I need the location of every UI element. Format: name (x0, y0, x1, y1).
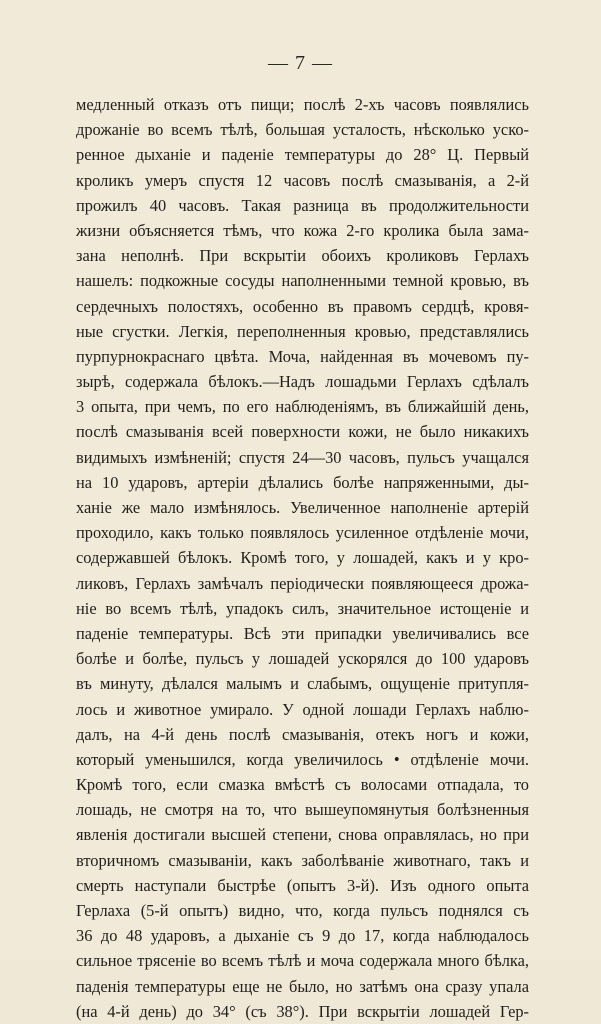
text-line: болѣе и болѣе, пульсъ у лошадей ускорялся до 100 ударовъ (76, 649, 529, 669)
text-line: Кромѣ того, если смазка вмѣстѣ съ волосами отпадала, то (76, 775, 529, 795)
text-line: кроликъ умеръ спустя 12 часовъ послѣ смазыванія, а 2-й (76, 170, 529, 190)
text-line: зана неполнѣ. При вскрытіи обоихъ кроликовъ Герлахъ (76, 246, 529, 266)
text-line: ренное дыханіе и паденіе температуры до 28° Ц. Первый (76, 145, 529, 165)
text-line: въ минуту, дѣлался малымъ и слабымъ, ощущеніе притупля- (76, 674, 529, 694)
text-line: паденіе температуры. Всѣ эти припадки увеличивались все (76, 623, 529, 643)
text-line: лось и животное умирало. У одной лошади Герлахъ наблю- (76, 699, 529, 719)
text-line: зырѣ, содержала бѣлокъ.—Надъ лошадьми Герлахъ сдѣлалъ (76, 372, 529, 392)
text-line: видимыхъ измѣненій; спустя 24—30 часовъ, пульсъ учащался (76, 447, 529, 467)
text-line: Герлаха (5-й опытъ) видно, что, когда пульсъ поднялся съ (76, 901, 529, 920)
text-line: вторичномъ смазываніи, какъ заболѣваніе животнаго, такъ и (76, 850, 529, 870)
text-line: проходило, какъ только появлялось усиленное отдѣленіе мочи, (76, 523, 529, 543)
text-line: далъ, на 4-й день послѣ смазыванія, отекъ ногъ и кожи, (76, 724, 529, 744)
text-line: 36 до 48 ударовъ, а дыханіе съ 9 до 17, когда наблюдалось (76, 926, 529, 946)
text-line: ніе во всемъ тѣлѣ, упадокъ силъ, значительное истощеніе и (76, 598, 529, 618)
text-line: смерть наступали быстрѣе (опытъ 3-й). Изъ одного опыта (76, 875, 529, 895)
text-line: нашелъ: подкожные сосуды наполненными темной кровью, въ (76, 271, 529, 291)
text-line: пурпурнокраснаго цвѣта. Моча, найденная въ мочевомъ пу- (76, 346, 529, 366)
text-line: ные сгустки. Легкія, переполненныя кровью, представлялись (76, 321, 529, 341)
text-line: 3 опыта, при чемъ, по его наблюденіямъ, въ ближайшій день, (76, 397, 529, 417)
text-line: послѣ смазыванія всей поверхности кожи, не было никакихъ (76, 422, 529, 442)
text-line: ханіе же мало измѣнялось. Увеличенное наполненіе артерій (76, 498, 529, 517)
text-line: лошадь, не смотря на то, что вышеупомянутыя болѣзненныя (76, 800, 529, 820)
body-text (76, 92, 529, 1024)
text-line: медленный отказъ отъ пищи; послѣ 2-хъ часовъ появлялись (76, 95, 529, 114)
text-line: прожилъ 40 часовъ. Такая разница въ продолжительности (76, 195, 529, 215)
text-line: паденія температуры еще не было, но затѣмъ она сразу упала (76, 976, 529, 996)
text-line: сильное трясеніе во всемъ тѣлѣ и моча содержала много бѣлка, (76, 951, 529, 971)
text-line: который уменьшился, когда увеличилось • отдѣленіе мочи. (76, 749, 529, 769)
text-line: жизни объясняется тѣмъ, что кожа 2-го кролика была зама- (76, 220, 529, 240)
text-line: (на 4-й день) до 34° (съ 38°). При вскрытіи лошадей Гер- (76, 1001, 529, 1021)
text-line: явленія достигали высшей степени, снова оправлялась, но при (76, 825, 529, 845)
text-line: сердечныхъ полостяхъ, особенно въ правомъ сердцѣ, кровя- (76, 296, 529, 316)
page-number: — 7 — (268, 52, 333, 74)
text-line: дрожаніе во всемъ тѣлѣ, большая усталость, нѣсколько уско- (76, 120, 529, 140)
text-line: содержавшей бѣлокъ. Кромѣ того, у лошадей, какъ и у кро- (76, 548, 529, 568)
text-line: ликовъ, Герлахъ замѣчалъ періодически появляющееся дрожа- (76, 573, 529, 593)
text-line: на 10 ударовъ, артеріи дѣлались болѣе напряженными, ды- (76, 472, 529, 492)
